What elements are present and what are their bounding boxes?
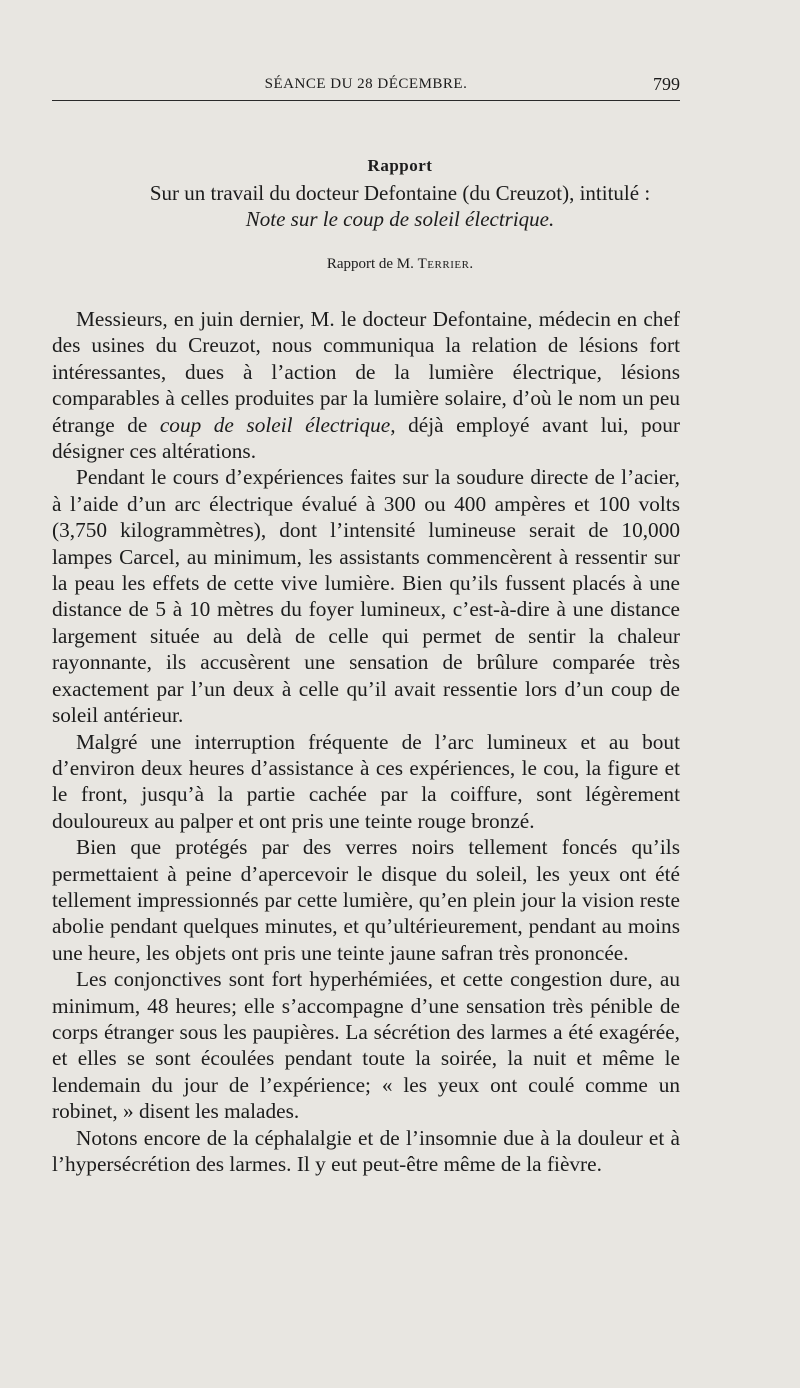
- article-subtitle: [55, 180, 745, 232]
- paragraph-text: déjà employé avant lui, pour désigner ces altérations.: [52, 412, 681, 464]
- page-number: 799: [653, 74, 680, 94]
- subtitle-note-title: Note sur le coup de soleil électrique.: [245, 207, 555, 231]
- running-title: SÉANCE DU 28 DÉCEMBRE.: [264, 76, 468, 92]
- article-title: Rapport: [367, 156, 433, 175]
- emphasis-term: coup de soleil électrique,: [159, 412, 396, 437]
- paragraph-1: [52, 306, 680, 464]
- paragraph-6: Notons encore de la céphalalgie et de l’insomnie due à la douleur et à l’hypersécrétion des larmes. Il y eut peut-être même de la fièvre.: [52, 1125, 680, 1176]
- paragraph-3: Malgré une interruption fréquente de l’arc lumineux et au bout d’environ deux heures d’assistance à ces expériences, le cou, la figure et le front, jusqu’à la partie cachée par la coiffure, sont légèrement douloureux au palper et ont pris une teinte rouge bronzé.: [52, 729, 680, 833]
- article-body: [52, 306, 680, 1177]
- byline-author: Terrier: [417, 256, 470, 272]
- page-header: [52, 74, 680, 101]
- paragraph-5: Les conjonctives sont fort hyperhémiées, et cette congestion dure, au minimum, 48 heures; elle s’accompagne d’une sensation très pénible de corps étranger sous les paupières. La sécrétion des larmes a été exagérée, et elles se sont écoulées pendant toute la soirée, la nuit et même le lendemain du jour de l’expérience; « les yeux ont coulé comme un robinet, » disent les malades.: [52, 967, 680, 1124]
- paragraph-text: Messieurs, en juin dernier, M. le docteur Defontaine, médecin en chef des usines du Creuzot, nous communiqua la relation de lésions fort intéressantes, dues à l’action de la lumière électrique, lésions comparables à celles produites par la lumière solaire, d’où le nom un peu étrange de: [52, 307, 680, 437]
- report-byline: [0, 256, 800, 273]
- byline-suffix: .: [469, 256, 474, 272]
- byline-prefix: Rapport de M.: [326, 256, 414, 272]
- paragraph-2: Pendant le cours d’expériences faites sur la soudure directe de l’acier, à l’aide d’un arc électrique évalué à 300 ou 400 ampères et 100 volts (3,750 kilogrammètres), dont l’intensité lumineuse serait de 10,000 lampes Carcel, au minimum, les assistants commencèrent à ressentir sur la peau les effets de cette vive lumière. Bien qu’ils fussent placés à une distance de 5 à 10 mètres du foyer lumineux, c’est-à-dire à une distance largement située au delà de celle qui permet de sentir la chaleur rayonnante, ils accusèrent une sensation de brûlure comparée très exactement par l’un deux à celle qu’il avait ressentie lors d’un coup de soleil antérieur.: [52, 465, 680, 728]
- subtitle-line: Sur un travail du docteur Defontaine (du Creuzot), intitulé :: [149, 181, 651, 205]
- paragraph-4: Bien que protégés par des verres noirs tellement foncés qu’ils permettaient à peine d’apercevoir le disque du soleil, les yeux ont été tellement impressionnés par cette lumière, qu’en plein jour la vision reste abolie pendant quelques minutes, et qu’ultérieurement, pendant au moins une heure, les objets ont pris une teinte jaune safran très prononcée.: [52, 835, 680, 965]
